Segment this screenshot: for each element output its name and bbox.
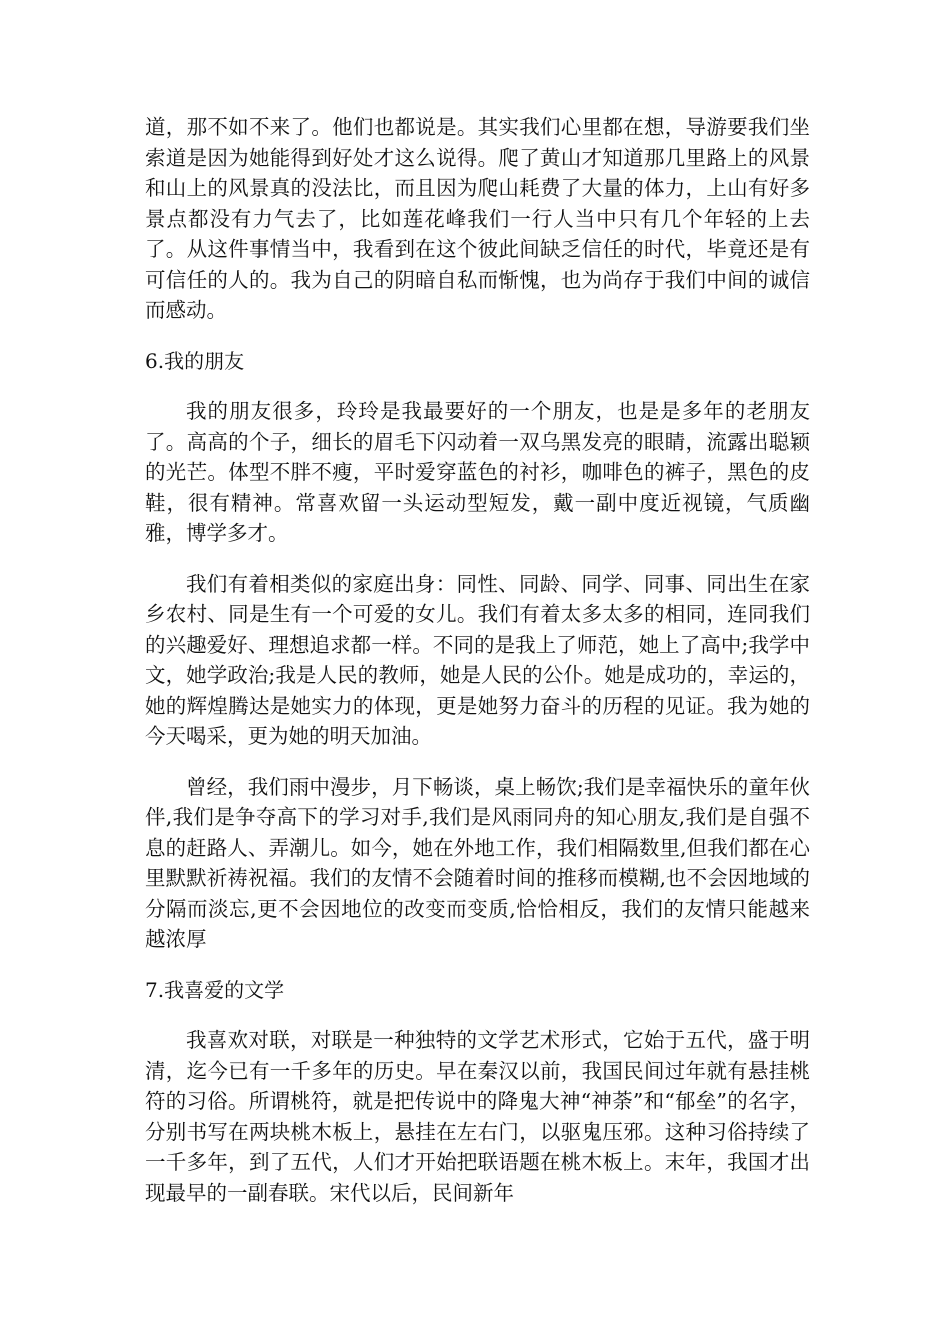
paragraph-continuation: 道，那不如不来了。他们也都说是。其实我们心里都在想，导游要我们坐索道是因为她能得到好处才这么说得。爬了黄山才知道那几里路上的风景和山上的风景真的没法比，而且因为爬山耗费了大量的体力，上山有好多景点都没有力气去了，比如莲花峰我们一行人当中只有几个年轻的上去了。从这件事情当中，我看到在这个彼此间缺乏信任的时代，毕竟还是有可信任的人的。我为自己的阴暗自私而惭愧，也为尚存于我们中间的诚信而感动。 bbox=[145, 115, 810, 322]
paragraph-friend-background: 我们有着相类似的家庭出身：同性、同龄、同学、同事、同出生在家乡农村、同是生有一个可爱的女儿。我们有着太多太多的相同，连同我们的兴趣爱好、理想追求都一样。不同的是我上了师范，她上了高中;我学中文，她学政治;我是人民的教师，她是人民的公仆。她是成功的，幸运的，她的辉煌腾达是她实力的体现，更是她努力奋斗的历程的见证。我为她的今天喝采，更为她的明天加油。 bbox=[145, 571, 810, 748]
section-heading-my-friend: 6.我的朋友 bbox=[145, 348, 245, 373]
section-heading-literature: 7.我喜爱的文学 bbox=[145, 977, 285, 1002]
paragraph-friend-description: 我的朋友很多，玲玲是我最要好的一个朋友，也是是多年的老朋友了。高高的个子，细长的眉毛下闪动着一双乌黑发亮的眼睛，流露出聪颖的光芒。体型不胖不瘦，平时爱穿蓝色的衬衫，咖啡色的裤子，黑色的皮鞋，很有精神。常喜欢留一头运动型短发，戴一副中度近视镜，气质幽雅，博学多才。 bbox=[145, 399, 810, 545]
paragraph-couplets: 我喜欢对联，对联是一种独特的文学艺术形式，它始于五代，盛于明清，迄今已有一千多年的历史。早在秦汉以前，我国民间过年就有悬挂桃符的习俗。所谓桃符，就是把传说中的降鬼大神“神荼”和“郁垒”的名字，分别书写在两块桃木板上，悬挂在左右门，以驱鬼压邪。这种习俗持续了一千多年，到了五代，人们才开始把联语题在桃木板上。末年，我国才出现最早的一副春联。宋代以后，民间新年 bbox=[145, 1028, 810, 1205]
document-body bbox=[145, 112, 810, 1228]
paragraph-friendship: 曾经，我们雨中漫步，月下畅谈，桌上畅饮;我们是幸福快乐的童年伙伴,我们是争夺高下的学习对手,我们是风雨同舟的知心朋友,我们是自强不息的赶路人、弄潮儿。如今，她在外地工作，我们相隔数里,但我们都在心里默默祈祷祝福。我们的友情不会随着时间的推移而模糊,也不会因地域的分隔而淡忘,更不会因地位的改变而变质,恰恰相反，我们的友情只能越来越浓厚 bbox=[145, 774, 810, 951]
